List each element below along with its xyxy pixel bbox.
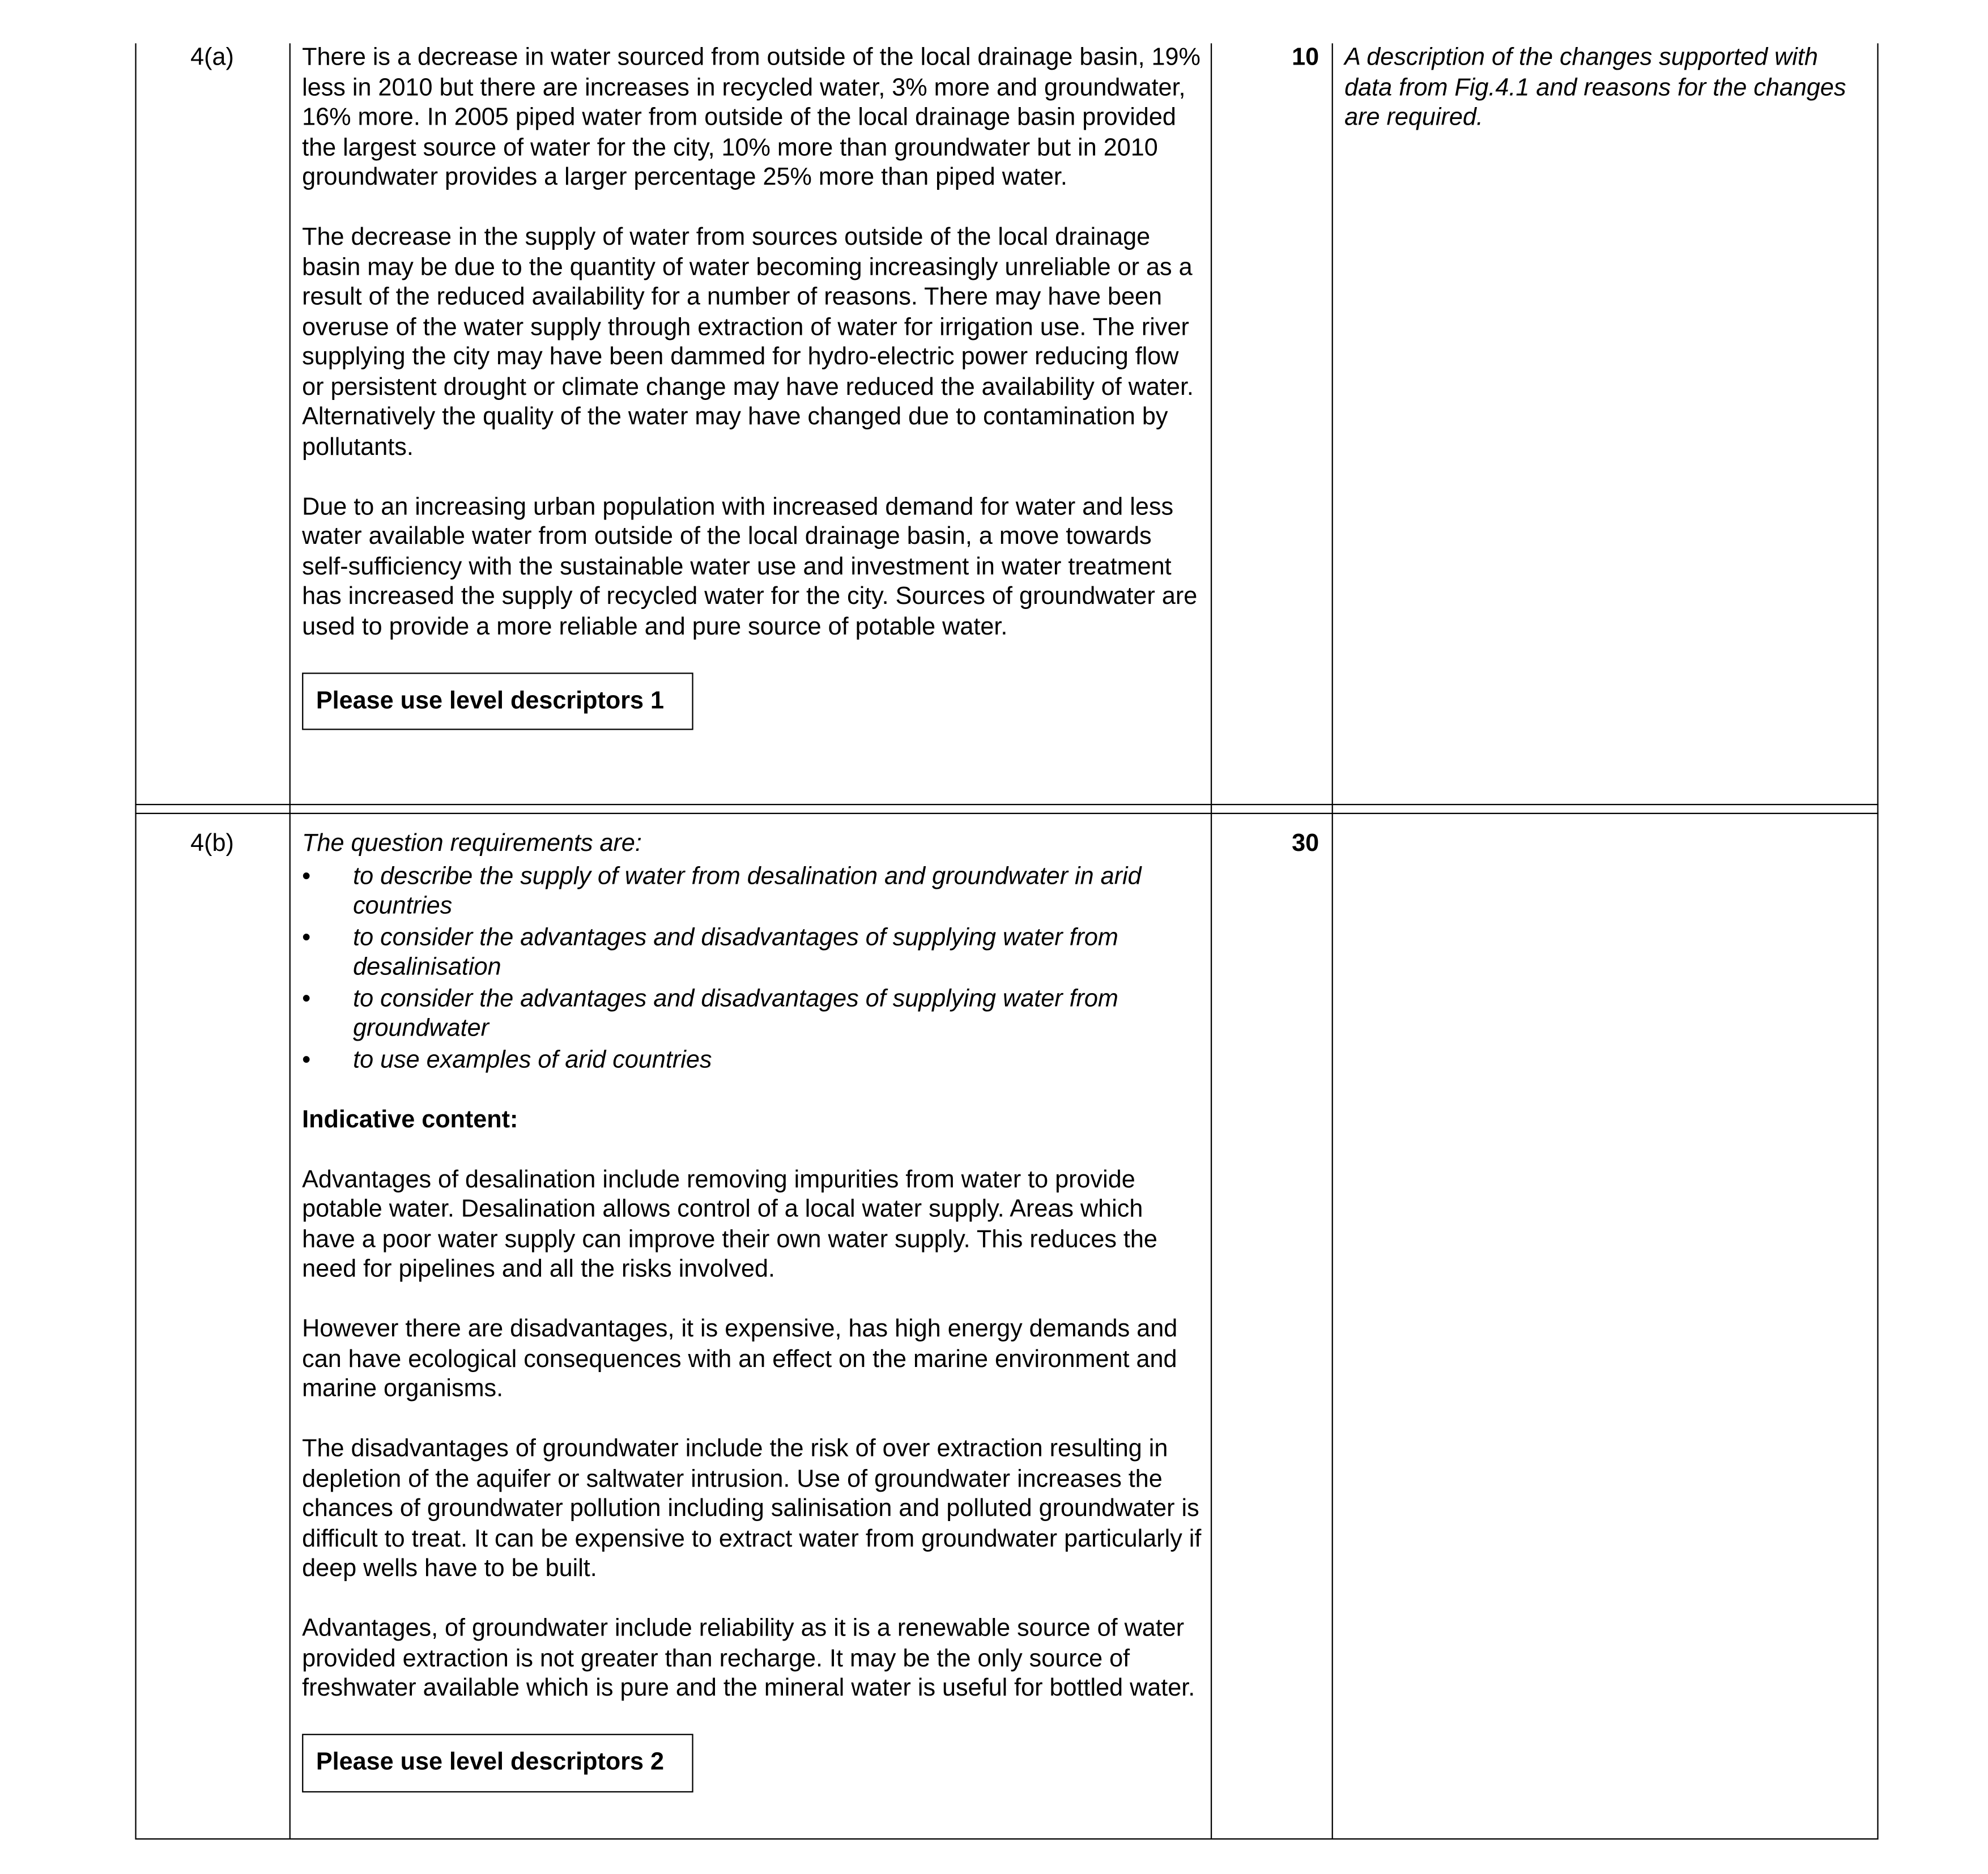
bullet-icon: • — [302, 985, 311, 1012]
question-number: 4(a) — [190, 44, 234, 71]
answer-paragraph: Advantages of desalination include removing impurities from water to provide potable water. Desalination allows control of a local water supply. Areas which have a poor water supply can improve their own water supply. This reduces the need for pipelines and all the risks involved. — [302, 1166, 1157, 1283]
bullet-icon: • — [302, 1046, 311, 1074]
answer-paragraph: Advantages, of groundwater include reliability as it is a renewable source of water provided extraction is not greater than recharge. It may be the only source of freshwater available which is pure and the mineral water is useful for bottled water. — [302, 1615, 1195, 1702]
column-divider-question — [290, 43, 291, 1838]
list-item — [302, 1045, 1202, 1075]
requirement-text: to use examples of arid countries — [353, 1046, 712, 1074]
list-item — [302, 984, 1202, 1044]
question-number: 4(b) — [190, 830, 234, 858]
answer-paragraph: However there are disadvantages, it is expensive, has high energy demands and can have ecological consequences with an effect on the marine environment and marine organisms. — [302, 1316, 1178, 1403]
answer-paragraph: The decrease in the supply of water from sources outside of the local drainage basin may be due to the quantity of water becoming increasingly unreliable or as a result of the reduced availability for a number of reasons. There may have been overuse of the water supply through extraction of water for irrigation use. The river supplying the city may have been dammed for hydro-electric power reducing flow or persistent drought or climate change may have reduced the availability of water. Alternatively the quality of the water may have changed due to contamination by pollutants. — [302, 224, 1194, 461]
guidance-note: A description of the changes supported with data from Fig.4.1 and reasons for the changes are required. — [1344, 44, 1846, 131]
table-border-right — [1877, 43, 1878, 1838]
table-border-left — [135, 43, 136, 1838]
indicative-content-heading: Indicative content: — [302, 1106, 518, 1134]
requirement-text: to consider the advantages and disadvantages of supplying water from desalinisation — [353, 924, 1118, 981]
requirement-text: to consider the advantages and disadvantages of supplying water from groundwater — [353, 985, 1118, 1042]
bullet-icon: • — [302, 924, 311, 951]
level-descriptor-box: Please use level descriptors 1 — [302, 672, 693, 730]
column-divider-marks — [1332, 43, 1333, 1838]
list-item — [302, 923, 1202, 983]
answer-paragraph: Due to an increasing urban population with increased demand for water and less water available water from outside of the local drainage basin, a move towards self-sufficiency with the sustainable water use and investment in water treatment has increased the supply of recycled water for the city. Sources of groundwater are used to provide a more reliable and pure source of potable water. — [302, 493, 1198, 641]
answer-cell — [302, 829, 1202, 1792]
bullet-icon: • — [302, 863, 311, 890]
list-item — [302, 862, 1202, 922]
answer-paragraph: There is a decrease in water sourced from outside of the local drainage basin, 19% less in 2010 but there are increases in recycled water, 3% more and groundwater, 16% more. In 2005 piped water from outside of the local drainage basin provided the largest source of water for the city, 10% more than groundwater but in 2010 groundwater provides a larger percentage 25% more than piped water. — [302, 44, 1201, 191]
row-separator-bottom — [135, 813, 1878, 814]
answer-cell — [302, 43, 1202, 730]
requirements-intro: The question requirements are: — [302, 830, 642, 858]
requirements-list — [302, 862, 1202, 1075]
marks-value: 30 — [1292, 830, 1319, 858]
level-descriptor-box: Please use level descriptors 2 — [302, 1734, 693, 1792]
row-separator-top — [135, 804, 1878, 805]
column-divider-answer — [1211, 43, 1212, 1838]
requirement-text: to describe the supply of water from desalination and groundwater in arid countries — [353, 863, 1142, 920]
answer-paragraph: The disadvantages of groundwater include the risk of over extraction resulting in depletion of the aquifer or saltwater intrusion. Use of groundwater increases the chances of groundwater pollution including salinisation and polluted groundwater is difficult to treat. It can be expensive to extract water from groundwater particularly if deep wells have to be built. — [302, 1436, 1202, 1583]
table-border-bottom — [135, 1838, 1878, 1839]
marks-value: 10 — [1292, 44, 1319, 71]
